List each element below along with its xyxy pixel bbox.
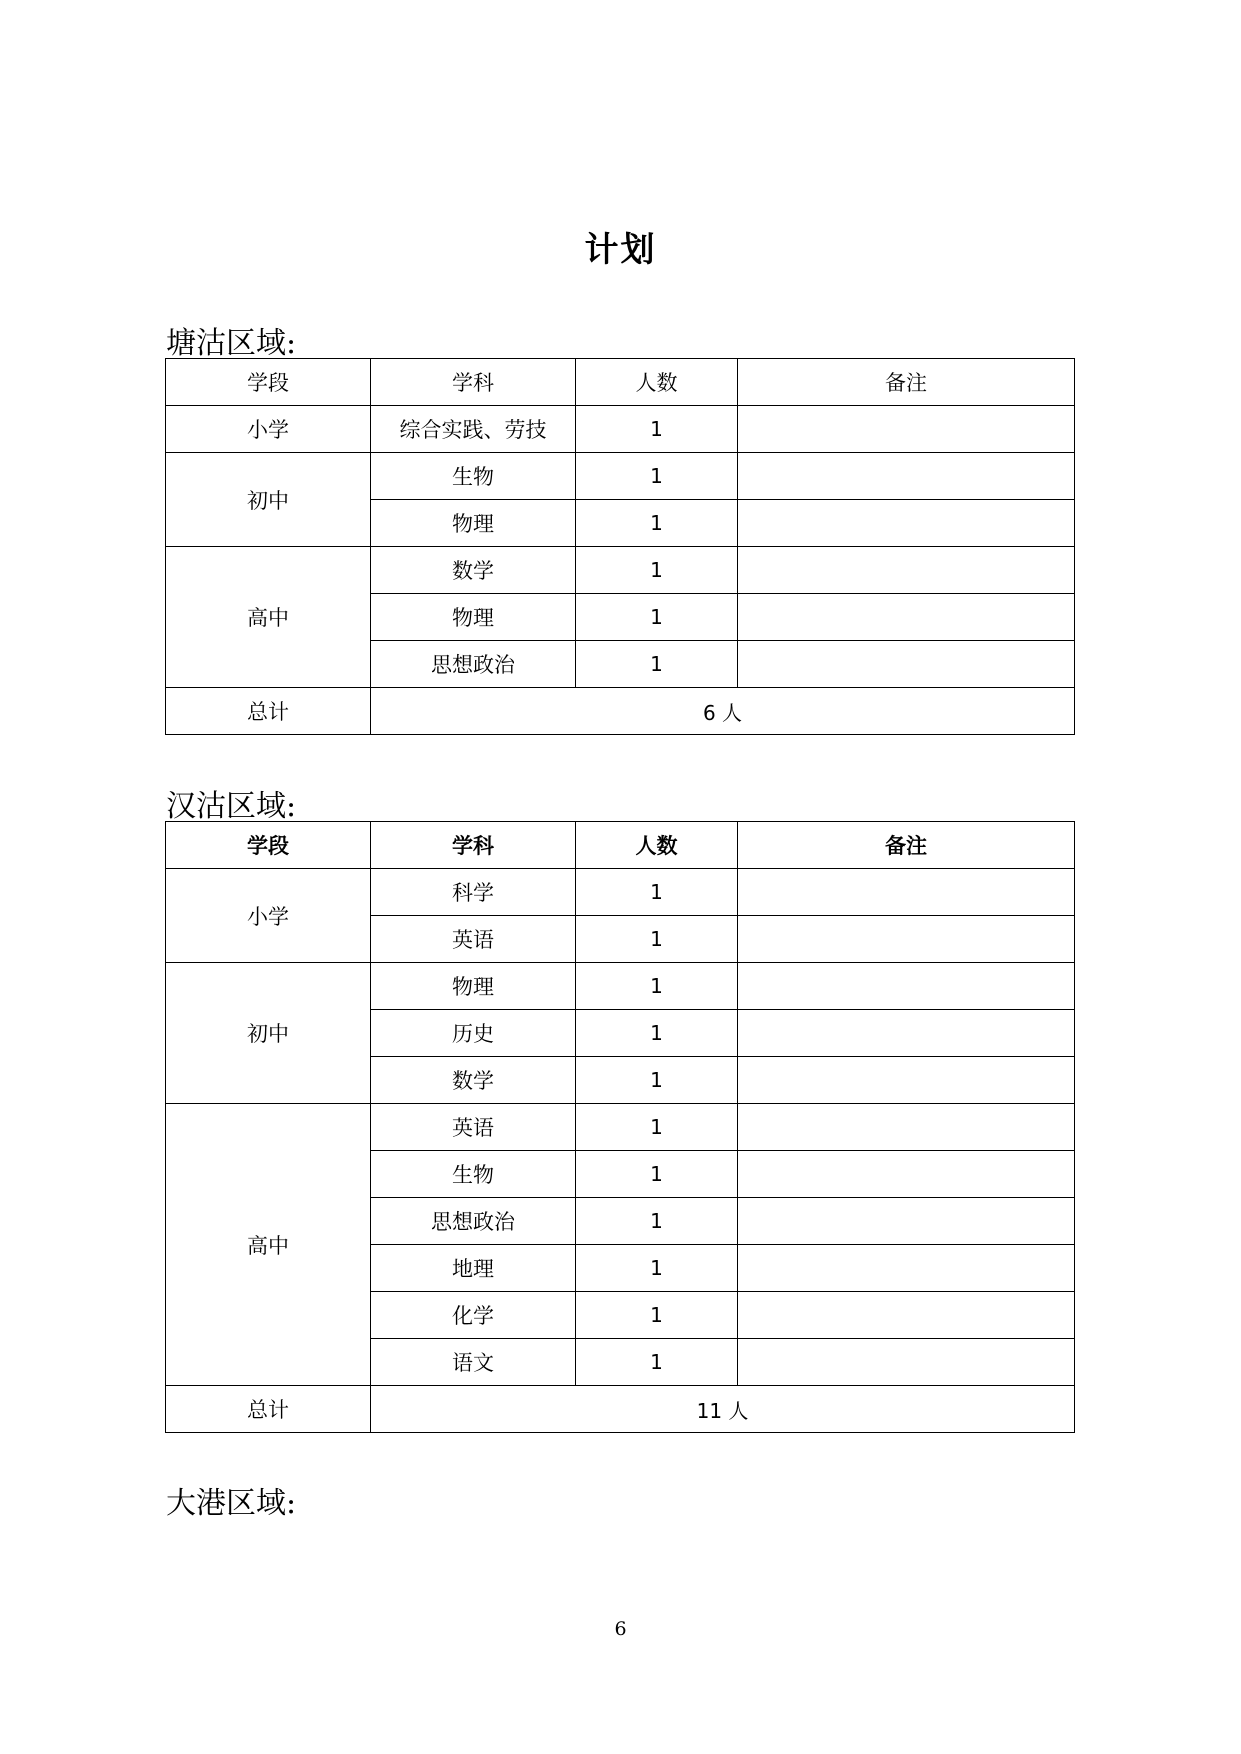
count-cell: 1 xyxy=(576,406,738,453)
subject-cell: 化学 xyxy=(371,1292,576,1339)
total-label: 总计 xyxy=(166,1386,371,1433)
note-cell xyxy=(738,1245,1075,1292)
count-cell: 1 xyxy=(576,869,738,916)
subject-cell: 英语 xyxy=(371,1104,576,1151)
plan-table-hangu xyxy=(165,821,1075,1433)
header-subject: 学科 xyxy=(371,822,576,869)
region-heading-tanggu: 塘沽区域: xyxy=(166,326,297,361)
note-cell xyxy=(738,547,1075,594)
plan-table-tanggu xyxy=(165,358,1075,735)
count-cell: 1 xyxy=(576,1339,738,1386)
subject-cell: 生物 xyxy=(371,1151,576,1198)
count-cell: 1 xyxy=(576,594,738,641)
header-count: 人数 xyxy=(576,359,738,406)
region-heading-hangu: 汉沽区域: xyxy=(166,789,297,824)
count-cell: 1 xyxy=(576,547,738,594)
subject-cell: 英语 xyxy=(371,916,576,963)
note-cell xyxy=(738,1198,1075,1245)
count-cell: 1 xyxy=(576,1010,738,1057)
total-row xyxy=(166,688,1075,735)
note-cell xyxy=(738,1339,1075,1386)
count-cell: 1 xyxy=(576,1245,738,1292)
region-heading-dagang: 大港区域: xyxy=(166,1486,297,1521)
subject-cell: 物理 xyxy=(371,963,576,1010)
subject-cell: 物理 xyxy=(371,500,576,547)
header-note: 备注 xyxy=(738,822,1075,869)
table-row xyxy=(166,547,1075,594)
note-cell xyxy=(738,594,1075,641)
count-cell: 1 xyxy=(576,500,738,547)
subject-cell: 思想政治 xyxy=(371,1198,576,1245)
total-label: 总计 xyxy=(166,688,371,735)
count-cell: 1 xyxy=(576,1151,738,1198)
stage-cell: 小学 xyxy=(166,869,371,963)
table-row xyxy=(166,453,1075,500)
stage-cell: 初中 xyxy=(166,963,371,1104)
header-count: 人数 xyxy=(576,822,738,869)
count-cell: 1 xyxy=(576,1292,738,1339)
count-cell: 1 xyxy=(576,453,738,500)
table-row xyxy=(166,963,1075,1010)
count-cell: 1 xyxy=(576,1198,738,1245)
subject-cell: 物理 xyxy=(371,594,576,641)
subject-cell: 综合实践、劳技 xyxy=(371,406,576,453)
note-cell xyxy=(738,1151,1075,1198)
page-number: 6 xyxy=(614,1618,627,1640)
count-cell: 1 xyxy=(576,963,738,1010)
note-cell xyxy=(738,1104,1075,1151)
count-cell: 1 xyxy=(576,641,738,688)
note-cell xyxy=(738,963,1075,1010)
count-cell: 1 xyxy=(576,1057,738,1104)
header-stage: 学段 xyxy=(166,822,371,869)
subject-cell: 地理 xyxy=(371,1245,576,1292)
total-row xyxy=(166,1386,1075,1433)
note-cell xyxy=(738,641,1075,688)
note-cell xyxy=(738,1010,1075,1057)
page-title: 计划 xyxy=(584,230,657,270)
note-cell xyxy=(738,1057,1075,1104)
note-cell xyxy=(738,406,1075,453)
table-row xyxy=(166,869,1075,916)
note-cell xyxy=(738,916,1075,963)
subject-cell: 语文 xyxy=(371,1339,576,1386)
total-value: 6 人 xyxy=(371,688,1075,735)
subject-cell: 数学 xyxy=(371,547,576,594)
stage-cell: 高中 xyxy=(166,1104,371,1386)
table-header-row xyxy=(166,822,1075,869)
note-cell xyxy=(738,1292,1075,1339)
stage-cell: 高中 xyxy=(166,547,371,688)
note-cell xyxy=(738,453,1075,500)
subject-cell: 历史 xyxy=(371,1010,576,1057)
table-row xyxy=(166,406,1075,453)
note-cell xyxy=(738,869,1075,916)
note-cell xyxy=(738,500,1075,547)
total-value: 11 人 xyxy=(371,1386,1075,1433)
count-cell: 1 xyxy=(576,916,738,963)
count-cell: 1 xyxy=(576,1104,738,1151)
subject-cell: 科学 xyxy=(371,869,576,916)
header-subject: 学科 xyxy=(371,359,576,406)
header-note: 备注 xyxy=(738,359,1075,406)
stage-cell: 初中 xyxy=(166,453,371,547)
table-header-row xyxy=(166,359,1075,406)
subject-cell: 思想政治 xyxy=(371,641,576,688)
table-row xyxy=(166,1104,1075,1151)
subject-cell: 数学 xyxy=(371,1057,576,1104)
stage-cell: 小学 xyxy=(166,406,371,453)
subject-cell: 生物 xyxy=(371,453,576,500)
header-stage: 学段 xyxy=(166,359,371,406)
